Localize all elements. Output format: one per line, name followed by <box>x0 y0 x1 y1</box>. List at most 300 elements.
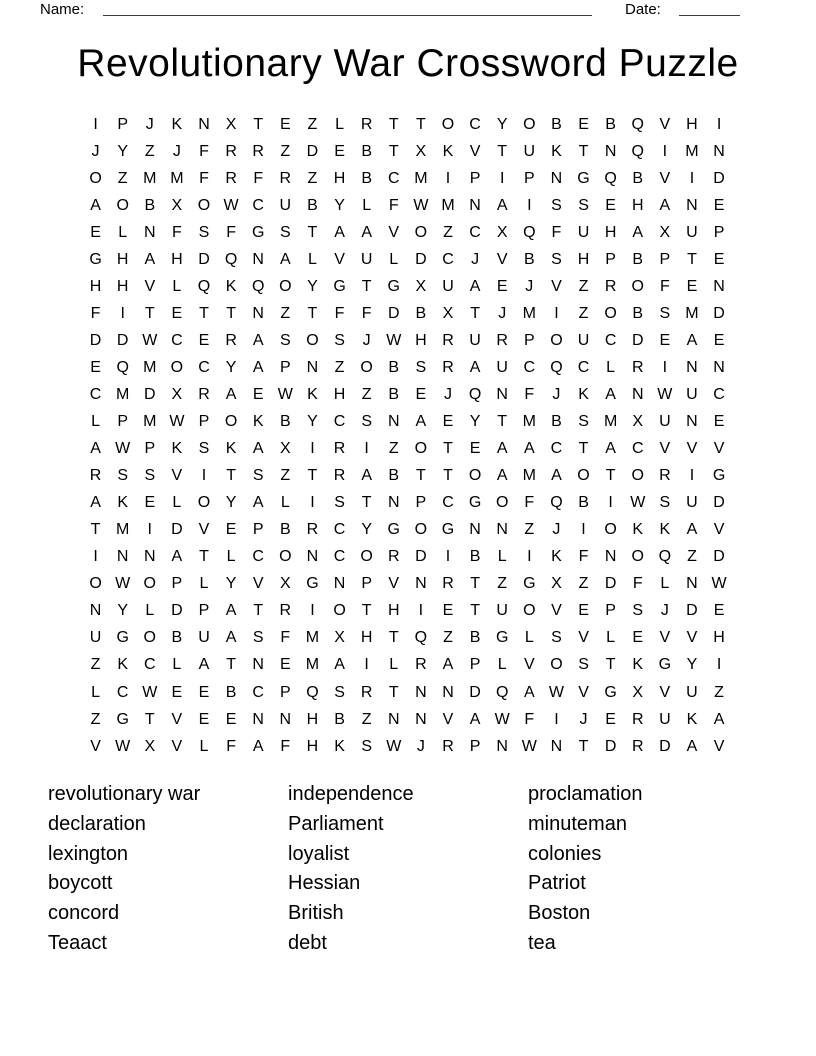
grid-letter: S <box>659 494 671 512</box>
grid-letter: I <box>527 196 532 214</box>
grid-letter: V <box>388 575 400 593</box>
grid-letter: T <box>497 142 508 160</box>
grid-letter: A <box>252 358 264 376</box>
word-list-item: minuteman <box>528 812 627 835</box>
grid-letter: N <box>143 223 156 241</box>
grid-letter: I <box>581 521 586 539</box>
grid-letter: W <box>115 440 131 458</box>
grid-letter: E <box>713 331 725 349</box>
grid-letter: U <box>279 196 292 214</box>
word-list-item: Patriot <box>528 872 586 895</box>
grid-letter: O <box>197 196 211 214</box>
grid-letter: Y <box>117 142 128 160</box>
grid-letter: R <box>659 467 671 485</box>
grid-letter: X <box>415 142 427 160</box>
grid-letter: T <box>497 413 508 431</box>
grid-letter: L <box>606 358 616 376</box>
grid-letter: H <box>306 737 319 755</box>
grid-letter: T <box>144 304 155 322</box>
grid-letter: C <box>333 413 346 431</box>
grid-letter: R <box>442 575 454 593</box>
grid-letter: O <box>224 413 238 431</box>
grid-letter: A <box>469 277 481 295</box>
grid-row <box>82 625 733 652</box>
grid-letter: O <box>604 304 617 322</box>
grid-letter: A <box>252 494 264 512</box>
grid-letter: H <box>387 602 400 620</box>
grid-letter: A <box>334 656 345 674</box>
grid-letter: H <box>631 196 644 214</box>
grid-letter: E <box>496 277 508 295</box>
grid-letter: U <box>686 385 698 403</box>
grid-letter: T <box>687 250 697 268</box>
grid-letter: O <box>631 548 644 566</box>
grid-letter: R <box>631 358 644 376</box>
grid-letter: M <box>522 413 536 431</box>
grid-letter: T <box>605 656 616 674</box>
grid-letter: N <box>686 575 698 593</box>
grid-letter: O <box>279 548 292 566</box>
grid-letter: W <box>548 683 564 701</box>
grid-letter: A <box>225 629 237 647</box>
grid-letter: D <box>604 575 617 593</box>
grid-letter: I <box>201 467 207 485</box>
grid-letter: E <box>442 602 454 620</box>
grid-letter: H <box>89 277 102 295</box>
grid-letter: L <box>91 683 100 701</box>
grid-letter: N <box>252 250 264 268</box>
grid-letter: J <box>552 521 561 539</box>
grid-letter: D <box>469 683 481 701</box>
grid-letter: R <box>225 142 237 160</box>
grid-letter: T <box>199 548 209 566</box>
grid-letter: L <box>497 548 507 566</box>
grid-letter: R <box>415 656 427 674</box>
grid-letter: V <box>171 737 183 755</box>
grid-letter: B <box>469 548 481 566</box>
grid-letter: P <box>469 737 481 755</box>
grid-letter: J <box>91 142 100 160</box>
grid-row <box>82 490 733 517</box>
grid-letter: D <box>713 548 725 566</box>
grid-letter: V <box>442 710 454 728</box>
grid-letter: A <box>686 737 698 755</box>
grid-letter: I <box>554 710 559 728</box>
grid-letter: N <box>442 683 454 701</box>
grid-letter: N <box>686 413 698 431</box>
grid-letter: O <box>116 196 129 214</box>
grid-letter: I <box>716 115 722 133</box>
grid-letter: M <box>522 304 536 322</box>
grid-letter: R <box>631 710 644 728</box>
grid-letter: E <box>713 413 725 431</box>
grid-letter: P <box>279 358 291 376</box>
grid-letter: R <box>442 331 454 349</box>
grid-letter: V <box>171 467 183 485</box>
grid-letter: C <box>333 521 346 539</box>
grid-letter: S <box>334 683 345 701</box>
grid-letter: L <box>280 494 290 512</box>
grid-letter: J <box>443 385 452 403</box>
grid-letter: V <box>551 277 562 295</box>
grid-letter: K <box>117 656 128 674</box>
grid-letter: G <box>333 277 346 295</box>
grid-letter: N <box>116 548 129 566</box>
grid-letter: E <box>198 710 210 728</box>
grid-letter: M <box>116 385 130 403</box>
grid-letter: G <box>387 277 400 295</box>
grid-letter: B <box>551 115 562 133</box>
grid-letter: C <box>387 169 400 187</box>
grid-letter: J <box>362 331 371 349</box>
grid-letter: O <box>631 277 644 295</box>
grid-letter: V <box>171 710 183 728</box>
grid-row <box>82 273 733 300</box>
grid-letter: B <box>388 358 400 376</box>
word-list-item: loyalist <box>288 842 350 865</box>
grid-letter: W <box>142 331 158 349</box>
grid-letter: O <box>170 358 184 376</box>
grid-letter: B <box>361 142 372 160</box>
grid-letter: X <box>632 413 644 431</box>
grid-letter: W <box>711 575 727 593</box>
grid-letter: C <box>252 683 264 701</box>
grid-letter: S <box>361 737 372 755</box>
grid-letter: C <box>713 385 725 403</box>
grid-letter: F <box>388 196 399 214</box>
grid-letter: B <box>388 467 400 485</box>
grid-letter: Z <box>687 548 697 566</box>
grid-letter: Z <box>524 521 535 539</box>
grid-letter: T <box>388 115 399 133</box>
grid-letter: O <box>523 115 536 133</box>
word-list-column <box>48 780 288 959</box>
word-list-item: independence <box>288 783 414 805</box>
grid-letter: D <box>171 602 183 620</box>
grid-letter: E <box>90 223 101 241</box>
grid-letter: X <box>171 196 183 214</box>
grid-letter: N <box>469 196 481 214</box>
grid-letter: Z <box>334 358 345 376</box>
grid-letter: Z <box>443 223 453 241</box>
grid-letter: F <box>361 304 372 322</box>
grid-letter: F <box>524 494 535 512</box>
grid-letter: T <box>578 142 589 160</box>
grid-letter: A <box>252 737 264 755</box>
grid-letter: O <box>360 548 373 566</box>
grid-letter: L <box>497 656 507 674</box>
grid-letter: B <box>551 413 562 431</box>
grid-letter: A <box>523 683 535 701</box>
grid-letter: K <box>551 142 562 160</box>
grid-letter: N <box>306 548 319 566</box>
grid-letter: R <box>631 737 644 755</box>
grid-letter: W <box>115 737 131 755</box>
grid-letter: E <box>605 196 616 214</box>
grid-letter: B <box>361 169 372 187</box>
grid-row <box>82 138 733 165</box>
grid-letter: A <box>686 331 698 349</box>
grid-letter: M <box>170 169 184 187</box>
grid-row <box>82 246 733 273</box>
grid-letter: Y <box>496 115 508 133</box>
grid-letter: W <box>657 385 673 403</box>
grid-letter: V <box>686 440 698 458</box>
grid-letter: Y <box>307 413 318 431</box>
grid-letter: P <box>415 494 427 512</box>
grid-letter: D <box>604 737 617 755</box>
grid-letter: N <box>550 169 563 187</box>
grid-letter: A <box>198 656 210 674</box>
grid-letter: E <box>632 629 644 647</box>
grid-letter: A <box>605 385 616 403</box>
grid-letter: P <box>198 602 210 620</box>
grid-letter: X <box>225 115 237 133</box>
grid-letter: V <box>713 521 725 539</box>
grid-letter: O <box>360 358 373 376</box>
grid-letter: V <box>713 440 725 458</box>
grid-letter: D <box>171 521 183 539</box>
grid-letter: Y <box>361 521 372 539</box>
grid-letter: U <box>659 413 671 431</box>
grid-letter: R <box>333 467 346 485</box>
grid-letter: U <box>523 142 536 160</box>
grid-letter: D <box>415 250 427 268</box>
grid-letter: C <box>198 358 210 376</box>
grid-letter: E <box>713 602 725 620</box>
grid-letter: A <box>442 656 454 674</box>
grid-letter: Y <box>225 575 237 593</box>
grid-letter: W <box>223 196 239 214</box>
grid-letter: N <box>279 710 292 728</box>
grid-letter: W <box>115 575 131 593</box>
grid-letter: O <box>143 629 156 647</box>
grid-letter: R <box>387 548 400 566</box>
word-list-item: Hessian <box>288 872 361 895</box>
grid-letter: A <box>469 358 481 376</box>
grid-letter: F <box>280 737 291 755</box>
grid-letter: H <box>116 277 129 295</box>
grid-letter: A <box>225 602 237 620</box>
grid-letter: L <box>307 250 317 268</box>
grid-letter: S <box>551 250 562 268</box>
grid-letter: B <box>578 494 589 512</box>
grid-letter: E <box>605 710 616 728</box>
grid-letter: Z <box>714 683 724 701</box>
grid-letter: R <box>442 737 454 755</box>
grid-row <box>82 300 733 327</box>
grid-letter: B <box>225 683 237 701</box>
grid-letter: N <box>496 737 508 755</box>
grid-letter: F <box>253 169 264 187</box>
grid-letter: E <box>578 602 589 620</box>
grid-letter: J <box>525 277 534 295</box>
grid-letter: G <box>604 683 617 701</box>
grid-letter: W <box>386 737 402 755</box>
grid-row <box>82 381 733 408</box>
grid-letter: O <box>631 467 644 485</box>
grid-row <box>82 165 733 192</box>
grid-letter: G <box>116 710 129 728</box>
grid-letter: B <box>144 196 156 214</box>
grid-letter: N <box>496 521 508 539</box>
grid-letter: L <box>172 277 182 295</box>
grid-letter: Q <box>604 169 617 187</box>
grid-letter: A <box>496 196 508 214</box>
grid-letter: Q <box>251 277 265 295</box>
grid-letter: C <box>116 683 129 701</box>
grid-letter: N <box>387 413 400 431</box>
grid-letter: T <box>443 467 453 485</box>
grid-letter: T <box>199 304 209 322</box>
grid-letter: W <box>521 737 537 755</box>
grid-letter: G <box>658 656 672 674</box>
grid-letter: E <box>686 277 698 295</box>
grid-letter: B <box>279 413 291 431</box>
grid-letter: L <box>524 629 534 647</box>
grid-letter: N <box>198 115 210 133</box>
grid-letter: E <box>442 413 454 431</box>
grid-letter: N <box>415 683 427 701</box>
grid-letter: P <box>117 115 128 133</box>
grid-letter: O <box>550 331 563 349</box>
grid-letter: L <box>91 413 100 431</box>
grid-letter: Q <box>495 683 509 701</box>
grid-letter: T <box>361 277 372 295</box>
grid-letter: O <box>468 467 482 485</box>
grid-letter: Y <box>225 358 237 376</box>
grid-letter: B <box>523 250 535 268</box>
grid-letter: T <box>226 304 236 322</box>
grid-letter: B <box>334 710 345 728</box>
grid-letter: Q <box>523 223 536 241</box>
grid-letter: L <box>145 602 155 620</box>
grid-letter: V <box>90 737 101 755</box>
grid-letter: C <box>604 331 617 349</box>
grid-letter: K <box>252 413 264 431</box>
grid-letter: D <box>713 494 725 512</box>
grid-row <box>82 733 733 760</box>
word-list-item: declaration <box>48 812 146 835</box>
grid-letter: G <box>577 169 590 187</box>
grid-row <box>82 192 733 219</box>
grid-letter: O <box>577 467 590 485</box>
grid-letter: A <box>90 440 101 458</box>
grid-letter: H <box>360 629 373 647</box>
grid-letter: N <box>713 142 725 160</box>
grid-letter: U <box>89 629 102 647</box>
grid-letter: D <box>198 250 210 268</box>
grid-letter: K <box>632 656 644 674</box>
grid-letter: Q <box>468 385 482 403</box>
grid-letter: N <box>550 737 563 755</box>
grid-letter: A <box>496 440 508 458</box>
grid-letter: C <box>442 250 454 268</box>
grid-letter: E <box>578 115 589 133</box>
grid-letter: W <box>413 196 429 214</box>
grid-letter: A <box>686 521 698 539</box>
grid-letter: V <box>659 169 671 187</box>
grid-letter: O <box>495 494 509 512</box>
grid-letter: K <box>442 142 454 160</box>
grid-letter: L <box>606 629 616 647</box>
grid-letter: X <box>415 277 427 295</box>
grid-letter: M <box>143 169 157 187</box>
word-list-item: revolutionary war <box>48 783 201 805</box>
grid-letter: M <box>305 656 320 674</box>
grid-letter: T <box>470 575 480 593</box>
grid-letter: E <box>252 385 264 403</box>
grid-letter: N <box>496 385 508 403</box>
grid-letter: K <box>334 737 345 755</box>
grid-letter: I <box>418 602 424 620</box>
grid-letter: B <box>469 629 481 647</box>
grid-letter: P <box>469 169 481 187</box>
grid-letter: O <box>414 223 428 241</box>
grid-letter: M <box>685 304 699 322</box>
grid-letter: V <box>713 737 725 755</box>
grid-letter: R <box>252 142 264 160</box>
grid-letter: L <box>199 575 209 593</box>
grid-letter: S <box>198 440 210 458</box>
grid-letter: N <box>252 710 264 728</box>
grid-letter: P <box>713 223 725 241</box>
grid-letter: X <box>171 385 183 403</box>
grid-letter: W <box>169 413 185 431</box>
grid-letter: V <box>523 656 535 674</box>
grid-letter: U <box>496 358 508 376</box>
grid-letter: R <box>89 467 102 485</box>
grid-letter: N <box>306 358 319 376</box>
grid-row <box>82 409 733 436</box>
grid-letter: O <box>89 575 102 593</box>
grid-letter: I <box>120 304 125 322</box>
grid-letter: X <box>279 575 291 593</box>
grid-letter: N <box>415 710 427 728</box>
grid-letter: K <box>578 385 589 403</box>
grid-letter: P <box>523 331 535 349</box>
grid-letter: N <box>143 548 156 566</box>
grid-letter: X <box>279 440 291 458</box>
grid-letter: N <box>604 548 617 566</box>
grid-letter: P <box>198 413 210 431</box>
grid-letter: E <box>334 142 345 160</box>
grid-letter: D <box>686 602 698 620</box>
grid-letter: L <box>199 737 209 755</box>
grid-letter: R <box>496 331 508 349</box>
grid-letter: Y <box>307 277 318 295</box>
grid-letter: G <box>251 223 265 241</box>
grid-row <box>82 679 733 706</box>
grid-letter: K <box>117 494 128 512</box>
grid-letter: U <box>360 250 373 268</box>
grid-letter: F <box>659 277 670 295</box>
grid-letter: I <box>364 656 369 674</box>
word-list-item: Parliament <box>288 812 384 835</box>
grid-letter: T <box>307 304 318 322</box>
word-search-grid <box>82 111 733 760</box>
grid-letter: I <box>310 494 315 512</box>
grid-letter: W <box>494 710 510 728</box>
grid-letter: B <box>171 629 183 647</box>
grid-letter: F <box>171 223 182 241</box>
grid-letter: I <box>364 440 369 458</box>
grid-letter: Z <box>307 169 318 187</box>
grid-letter: Y <box>225 494 237 512</box>
grid-letter: V <box>551 602 562 620</box>
grid-letter: D <box>116 331 129 349</box>
grid-letter: U <box>469 331 481 349</box>
